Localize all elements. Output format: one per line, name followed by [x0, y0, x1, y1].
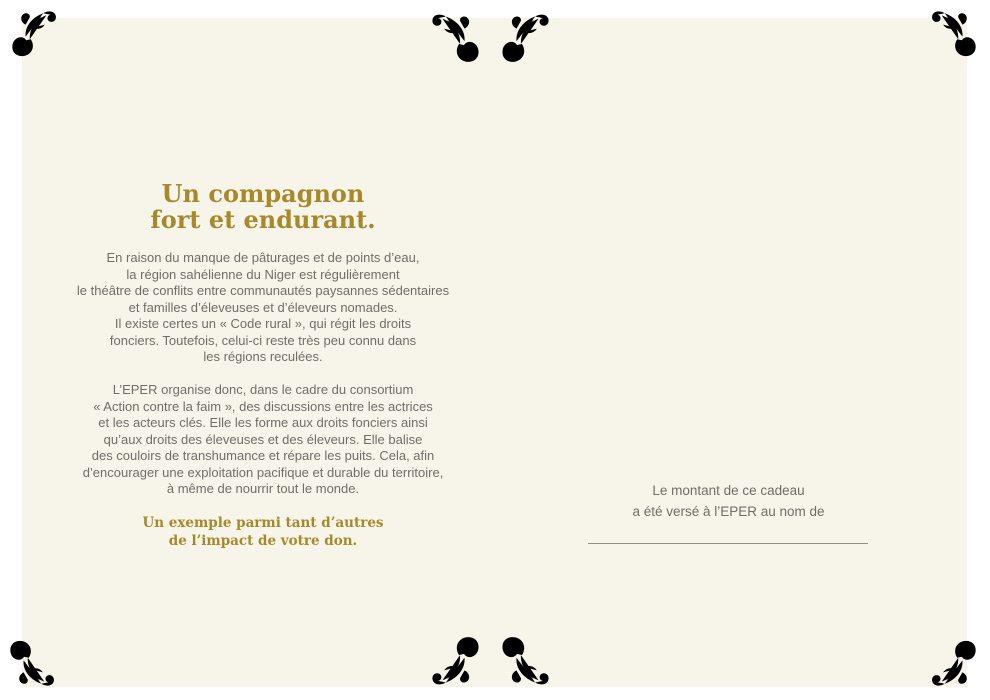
page-title-line: Un compagnon [161, 179, 365, 208]
paragraph-line: la région sahélienne du Niger est régulièrement [126, 266, 400, 282]
paragraph-line: Il existe certes un « Code rural », qui régit les droits [114, 316, 412, 331]
gift-statement-line: a été versé à l’EPER au nom de [632, 504, 825, 519]
paragraph-line: d’encourager une exploitation pacifique et durable du territoire, [82, 464, 444, 480]
gift-statement-line: Le montant de ce cadeau [652, 483, 805, 498]
highlight-line: de l’impact de votre don. [168, 532, 358, 549]
paragraph-line: les régions reculées. [203, 349, 323, 364]
paragraph-line: à même de nourrir tout le monde. [166, 481, 360, 496]
corner-flourish-bottom-right-icon [926, 637, 978, 689]
paragraph-line: « Action contre la faim », des discussions entre les actrices [93, 398, 433, 414]
impact-highlight [74, 515, 452, 550]
paragraph-line: des couloirs de transhumance et répare les puits. Cela, afin [91, 448, 435, 463]
paragraph-line: le théâtre de conflits entre communautés paysannes sédentaires [76, 283, 450, 298]
fold-flourish-bottom-center-left-icon [426, 633, 481, 688]
corner-flourish-top-right-icon [926, 8, 978, 60]
corner-flourish-top-left-icon [10, 8, 62, 60]
corner-flourish-bottom-left-icon [8, 637, 60, 689]
intro-paragraph [74, 250, 452, 366]
paragraph-line: qu’aux droits des éleveuses et des éleveurs. Elle balise [103, 431, 423, 447]
fold-flourish-bottom-center-right-icon [500, 633, 555, 688]
project-paragraph [74, 382, 452, 498]
highlight-line: Un exemple parmi tant d’autres [142, 515, 384, 531]
paragraph-line: En raison du manque de pâturages et de points d’eau, [106, 250, 420, 265]
paragraph-line: fonciers. Toutefois, celui-ci reste très peu connu dans [109, 332, 417, 348]
name-entry-line [588, 543, 868, 544]
page-title-line: fort et endurant. [150, 205, 376, 234]
fold-flourish-top-center-left-icon [426, 11, 481, 66]
paragraph-line: et les acteurs clés. Elle les forme aux droits fonciers ainsi [98, 415, 428, 430]
paragraph-line: et familles d’éleveuses et d’éleveurs nomades. [128, 299, 398, 315]
fold-flourish-top-center-right-icon [500, 11, 555, 66]
paragraph-line: L’EPER organise donc, dans le cadre du consortium [112, 382, 414, 397]
page-title [74, 181, 452, 233]
gift-statement [590, 480, 867, 522]
